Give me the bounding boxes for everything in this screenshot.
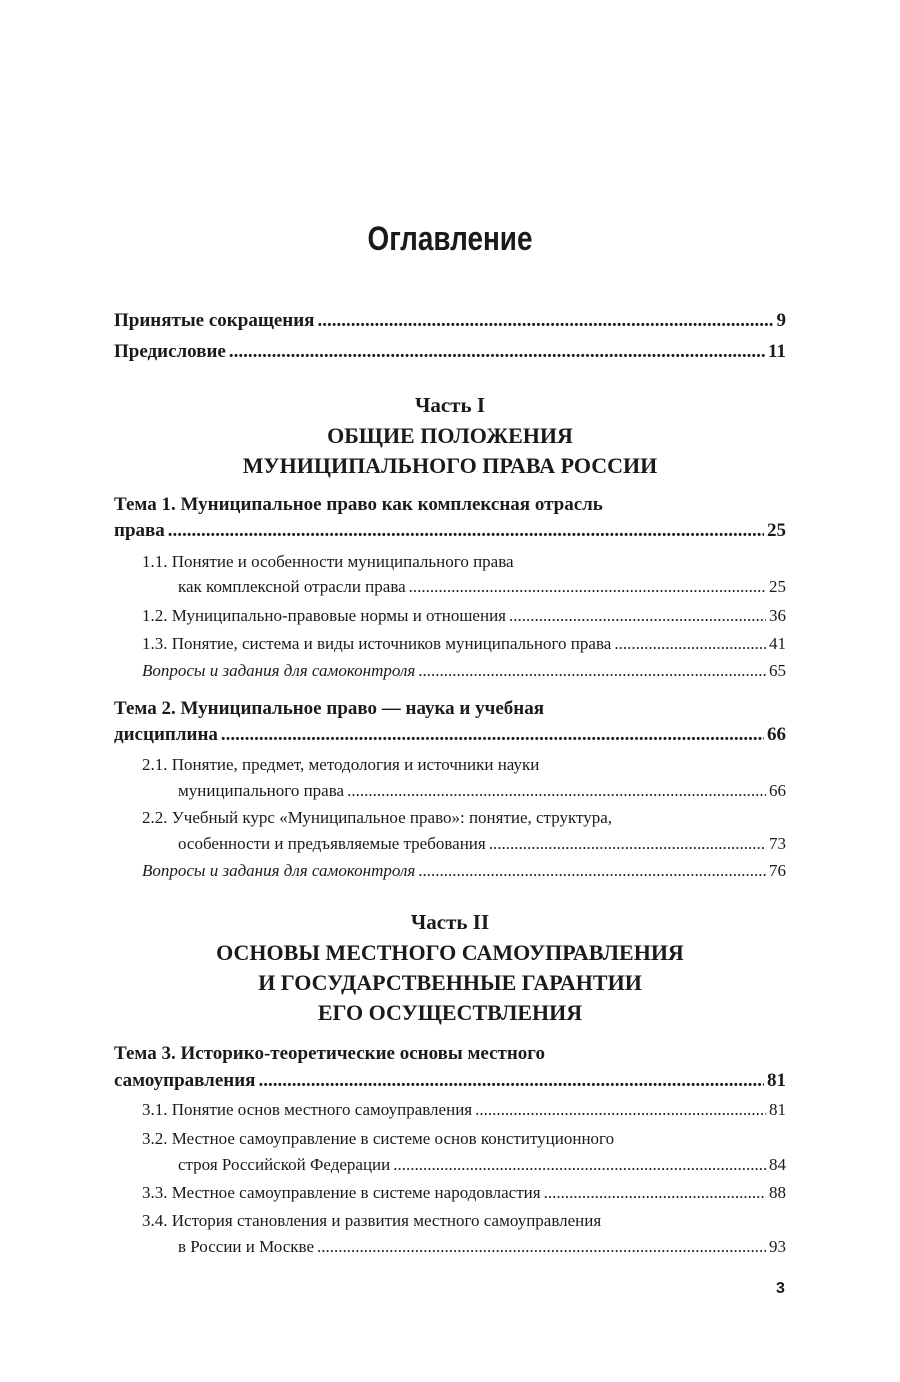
toc-entry-preface[interactable] bbox=[114, 341, 786, 363]
leader-dots bbox=[509, 606, 766, 626]
topic-heading[interactable]: Тема 3. Историко-теоретические основы местного bbox=[114, 1043, 545, 1064]
toc-page-number: 81 bbox=[769, 1100, 786, 1119]
questions-entry[interactable] bbox=[142, 861, 786, 881]
toc-entry-label: 3.3. Местное самоуправление в системе народовластия bbox=[142, 1183, 541, 1202]
page-title: Оглавление bbox=[367, 220, 533, 258]
toc-page-number: 36 bbox=[769, 606, 786, 625]
toc-page-number: 88 bbox=[769, 1183, 786, 1202]
section-title[interactable]: 2.1. Понятие, предмет, методология и источники науки bbox=[142, 755, 540, 774]
section-entry[interactable] bbox=[178, 577, 786, 597]
leader-dots bbox=[168, 520, 764, 542]
section-title[interactable]: 3.4. История становления и развития местного самоуправления bbox=[142, 1211, 602, 1230]
toc-entry-label: особенности и предъявляемые требования bbox=[178, 834, 486, 853]
section-entry[interactable] bbox=[142, 634, 786, 654]
topic-heading[interactable]: Тема 2. Муниципальное право — наука и учебная bbox=[114, 698, 544, 719]
section-entry[interactable] bbox=[142, 1183, 786, 1203]
toc-page-number: 66 bbox=[767, 724, 786, 745]
part-title-line: ОБЩИЕ ПОЛОЖЕНИЯ bbox=[327, 423, 573, 448]
leader-dots bbox=[393, 1155, 766, 1175]
topic-heading-end[interactable] bbox=[114, 724, 786, 746]
part-title-line: ОСНОВЫ МЕСТНОГО САМОУПРАВЛЕНИЯ bbox=[216, 940, 684, 965]
toc-page-number: 66 bbox=[769, 781, 786, 800]
topic-heading-end[interactable] bbox=[114, 520, 786, 542]
questions-entry[interactable] bbox=[142, 661, 786, 681]
section-entry[interactable] bbox=[178, 834, 786, 854]
topic-heading-end[interactable] bbox=[114, 1070, 786, 1092]
topic-heading[interactable]: Тема 1. Муниципальное право как комплексная отрасль bbox=[114, 494, 603, 515]
section-title[interactable]: 3.2. Местное самоуправление в системе основ конституционного bbox=[142, 1129, 615, 1148]
section-entry[interactable] bbox=[142, 606, 786, 626]
part-number: Часть II bbox=[410, 910, 490, 934]
toc-entry-label: муниципального права bbox=[178, 781, 345, 800]
toc-page-number: 76 bbox=[769, 861, 786, 880]
toc-entry-abbreviations[interactable] bbox=[114, 310, 786, 332]
toc-page-number: 11 bbox=[768, 341, 786, 362]
part-number: Часть I bbox=[414, 393, 486, 417]
toc-entry-label: Вопросы и задания для самоконтроля bbox=[142, 661, 416, 680]
part-title-line: ЕГО ОСУЩЕСТВЛЕНИЯ bbox=[317, 1000, 583, 1025]
toc-entry-label: Предисловие bbox=[114, 341, 226, 362]
toc-page-number: 73 bbox=[769, 834, 786, 853]
leader-dots bbox=[317, 1237, 766, 1257]
toc-page-number: 25 bbox=[769, 577, 786, 596]
leader-dots bbox=[317, 310, 773, 332]
toc-entry-label: строя Российской Федерации bbox=[178, 1155, 391, 1174]
leader-dots bbox=[258, 1070, 764, 1092]
toc-entry-label: 1.2. Муниципально-правовые нормы и отношения bbox=[142, 606, 506, 625]
toc-entry-label: как комплексной отрасли права bbox=[178, 577, 406, 596]
toc-page-number: 81 bbox=[767, 1070, 786, 1091]
section-entry[interactable] bbox=[142, 1100, 786, 1120]
part-title-line: И ГОСУДАРСТВЕННЫЕ ГАРАНТИИ bbox=[258, 970, 642, 995]
leader-dots bbox=[347, 781, 766, 801]
toc-page-number: 25 bbox=[767, 520, 786, 541]
leader-dots bbox=[221, 724, 764, 746]
leader-dots bbox=[409, 577, 766, 597]
leader-dots bbox=[614, 634, 766, 654]
toc-page-number: 93 bbox=[769, 1237, 786, 1256]
toc-page-number: 41 bbox=[769, 634, 786, 653]
leader-dots bbox=[475, 1100, 766, 1120]
toc-entry-label: 3.1. Понятие основ местного самоуправления bbox=[142, 1100, 473, 1119]
toc-entry-label: права bbox=[114, 520, 165, 541]
toc-page-number: 84 bbox=[769, 1155, 786, 1174]
leader-dots bbox=[544, 1183, 766, 1203]
section-entry[interactable] bbox=[178, 1155, 786, 1175]
section-title[interactable]: 1.1. Понятие и особенности муниципального права bbox=[142, 552, 514, 571]
section-title[interactable]: 2.2. Учебный курс «Муниципальное право»: понятие, структура, bbox=[142, 808, 613, 827]
toc-page-number: 65 bbox=[769, 661, 786, 680]
toc-entry-label: дисциплина bbox=[114, 724, 218, 745]
toc-entry-label: самоуправления bbox=[114, 1070, 256, 1091]
toc-entry-label: 1.3. Понятие, система и виды источников муниципального права bbox=[142, 634, 612, 653]
leader-dots bbox=[418, 661, 766, 681]
toc-page-number: 9 bbox=[776, 310, 786, 331]
section-entry[interactable] bbox=[178, 781, 786, 801]
leader-dots bbox=[489, 834, 766, 854]
page-number: 3 bbox=[776, 1280, 785, 1297]
leader-dots bbox=[229, 341, 765, 363]
toc-entry-label: Вопросы и задания для самоконтроля bbox=[142, 861, 416, 880]
toc-entry-label: Принятые сокращения bbox=[114, 310, 315, 331]
part-title-line: МУНИЦИПАЛЬНОГО ПРАВА РОССИИ bbox=[242, 453, 658, 478]
toc-entry-label: в России и Москве bbox=[178, 1237, 315, 1256]
section-entry[interactable] bbox=[178, 1237, 786, 1257]
leader-dots bbox=[418, 861, 766, 881]
